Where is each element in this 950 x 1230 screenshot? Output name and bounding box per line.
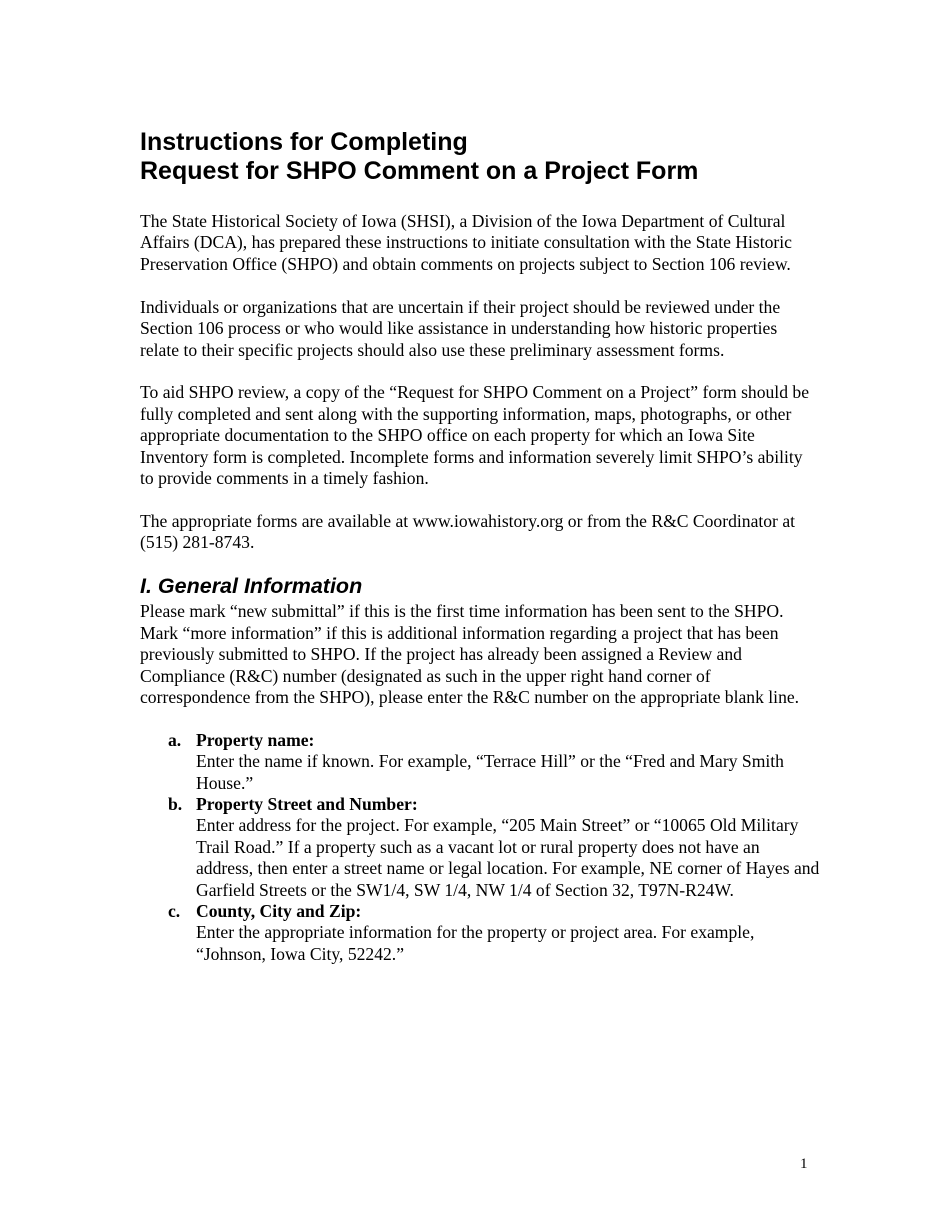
forms-availability-paragraph: The appropriate forms are available at www.iowahistory.org or from the R&C Coordinator at (515) 281-8743.: [140, 510, 796, 553]
list-item-text: Enter the appropriate information for the property or project area. For example, “Johnson, Iowa City, 52242.”: [196, 922, 755, 964]
list-item: [168, 901, 820, 965]
page-number: 1: [800, 1156, 808, 1172]
list-marker: c.: [168, 901, 181, 922]
intro-paragraph: Individuals or organizations that are uncertain if their project should be reviewed under the Section 106 process or who would like assistance in understanding how historic properties relate to their specific projects should also use these preliminary assessment forms.: [140, 296, 781, 360]
list-item-title: County, City and Zip:: [196, 901, 362, 922]
title-line-2: Request for SHPO Comment on a Project Form: [140, 157, 699, 185]
general-information-paragraph: Please mark “new submittal” if this is the first time information has been sent to the SHPO. Mark “more information” if this is additional information regarding a project that has been previously submitted to SHPO. If the project has already been assigned a Review and Compliance (R&C) number (designated as such in the upper right hand corner of correspondence from the SHPO), please enter the R&C number on the appropriate blank line.: [140, 601, 800, 707]
page-title: [140, 128, 820, 186]
title-line-1: Instructions for Completing: [140, 128, 468, 156]
list-item-text: Enter the name if known. For example, “Terrace Hill” or the “Fred and Mary Smith House.”: [196, 751, 784, 793]
field-instructions-list: [140, 730, 820, 965]
section-heading-general-information: I. General Information: [140, 574, 363, 599]
document-page: [140, 128, 820, 965]
list-item: [168, 730, 820, 794]
list-item-title: Property Street and Number:: [196, 794, 418, 815]
intro-paragraph: The State Historical Society of Iowa (SHSI), a Division of the Iowa Department of Cultural Affairs (DCA), has prepared these instructions to initiate consultation with the State Historic Preservation Office (SHPO) and obtain comments on projects subject to Section 106 review.: [140, 211, 792, 274]
intro-paragraph: To aid SHPO review, a copy of the “Request for SHPO Comment on a Project” form should be fully completed and sent along with the supporting information, maps, photographs, or other appropriate documentation to the SHPO office on each property for which an Iowa Site Inventory form is completed. Incomplete forms and information severely limit SHPO’s ability to provide comments in a timely fashion.: [140, 382, 809, 489]
list-item-text: Enter address for the project. For example, “205 Main Street” or “10065 Old Military Trail Road.” If a property such as a vacant lot or rural property does not have an address, then enter a street name or legal location. For example, NE corner of Hayes and Garfield Streets or the SW1/4, SW 1/4, NW 1/4 of Section 32, T97N-R24W.: [196, 815, 820, 900]
list-item: [168, 794, 820, 901]
list-item-title: Property name:: [196, 729, 315, 750]
list-marker: b.: [168, 794, 183, 815]
list-marker: a.: [168, 729, 182, 750]
